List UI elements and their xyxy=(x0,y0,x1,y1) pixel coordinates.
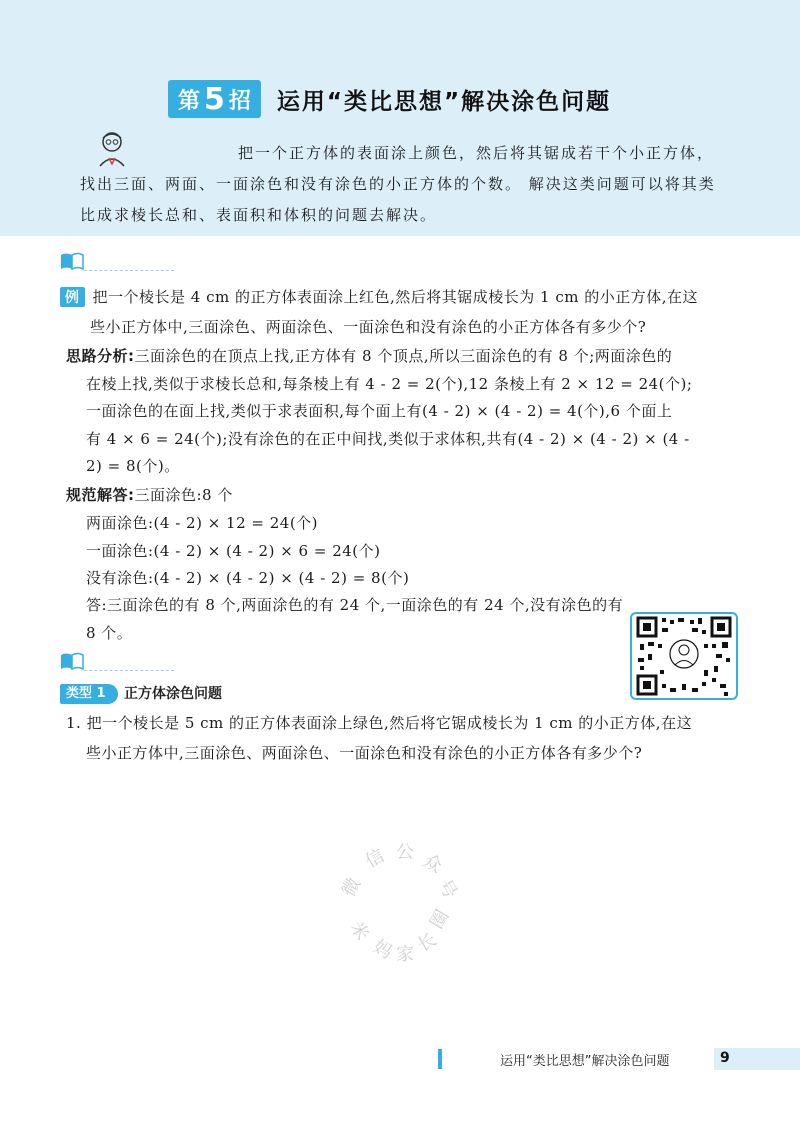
svg-text:号: 号 xyxy=(433,876,461,903)
section-divider xyxy=(84,270,174,271)
solution-line3: 一面涂色:(4 - 2) × (4 - 2) × 6 = 24(个) xyxy=(86,542,381,560)
analysis-line1 xyxy=(66,345,672,366)
type-title: 正方体涂色问题 xyxy=(124,686,222,702)
section-title-row xyxy=(168,78,611,120)
svg-text:米: 米 xyxy=(345,918,373,945)
analysis-text-1: 三面涂色的在顶点上找,正方体有 8 个顶点,所以三面涂色的有 8 个;两面涂色的 xyxy=(134,347,673,365)
section-divider xyxy=(84,670,174,671)
badge-number: 5 xyxy=(204,81,225,117)
example-problem-line1 xyxy=(60,286,698,307)
solution-text-1: 三面涂色:8 个 xyxy=(134,486,233,504)
footer-accent-bar xyxy=(438,1049,442,1069)
svg-text:圈: 圈 xyxy=(426,906,454,933)
example-tag: 例 xyxy=(60,287,85,307)
question1-line1: 1. 把一个棱长是 5 cm 的正方体表面涂上绿色,然后将它锯成棱长为 1 cm 的小正方体,在这 xyxy=(66,714,693,732)
question1-line2: 些小正方体中,三面涂色、两面涂色、一面涂色和没有涂色的小正方体各有多少个? xyxy=(86,744,643,762)
solution-line1 xyxy=(66,484,233,505)
solution-line4: 没有涂色:(4 - 2) × (4 - 2) × (4 - 2) = 8(个) xyxy=(86,569,410,587)
page-number: 9 xyxy=(720,1050,730,1066)
watermark-stamp xyxy=(330,832,470,972)
answer-line1: 答:三面涂色的有 8 个,两面涂色的有 24 个,一面涂色的有 24 个,没有涂色的有 xyxy=(86,596,624,614)
section-badge xyxy=(168,80,261,118)
svg-text:微: 微 xyxy=(338,874,366,901)
footer-title: 运用“类比思想”解决涂色问题 xyxy=(500,1054,670,1069)
example-problem-text-1: 把一个棱长是 4 cm 的正方体表面涂上红色,然后将其锯成棱长为 1 cm 的小正方体,在这 xyxy=(92,288,698,306)
type-tag: 类型 1 xyxy=(60,684,118,704)
page-title: 运用“类比思想”解决涂色问题 xyxy=(276,88,612,115)
badge-prefix: 第 xyxy=(178,88,201,114)
example-problem-line2: 些小正方体中,三面涂色、两面涂色、一面涂色和没有涂色的小正方体各有多少个? xyxy=(90,318,647,336)
svg-text:长: 长 xyxy=(414,929,441,957)
intro-paragraph: 把一个正方体的表面涂上颜色，然后将其锯成若干个小正方体，找出三面、两面、一面涂色和没有涂色的小正方体的个数。 解决这类问题可以将其类比成求棱长总和、表面积和体积的问题去解决。 xyxy=(80,144,716,224)
svg-text:信: 信 xyxy=(362,845,389,873)
qr-code-icon xyxy=(632,614,736,698)
analysis-line5: 2) = 8(个)。 xyxy=(86,457,180,475)
analysis-line4: 有 4 × 6 = 24(个);没有涂色的在正中间找,类似于求体积,共有(4 - 2) × (4 - 2) × (4 - xyxy=(86,430,690,448)
solution-label: 规范解答: xyxy=(66,486,135,504)
badge-suffix: 招 xyxy=(228,88,251,114)
analysis-line2: 在棱上找,类似于求棱长总和,每条棱上有 4 - 2 = 2(个),12 条棱上有 2 × 12 = 24(个); xyxy=(86,375,693,393)
qr-code-frame[interactable] xyxy=(630,612,738,700)
book-icon xyxy=(60,652,84,670)
svg-text:妈: 妈 xyxy=(369,936,396,964)
book-icon xyxy=(60,252,84,270)
svg-text:众: 众 xyxy=(419,850,446,878)
analysis-line3: 一面涂色的在面上找,类似于求表面积,每个面上有(4 - 2) × (4 - 2) = 4(个),6 个面上 xyxy=(86,402,673,420)
svg-text:家: 家 xyxy=(396,944,414,965)
analysis-label: 思路分析: xyxy=(66,347,135,365)
solution-line2: 两面涂色:(4 - 2) × 12 = 24(个) xyxy=(86,514,319,532)
svg-text:公: 公 xyxy=(396,842,414,863)
answer-line2: 8 个。 xyxy=(86,624,133,642)
